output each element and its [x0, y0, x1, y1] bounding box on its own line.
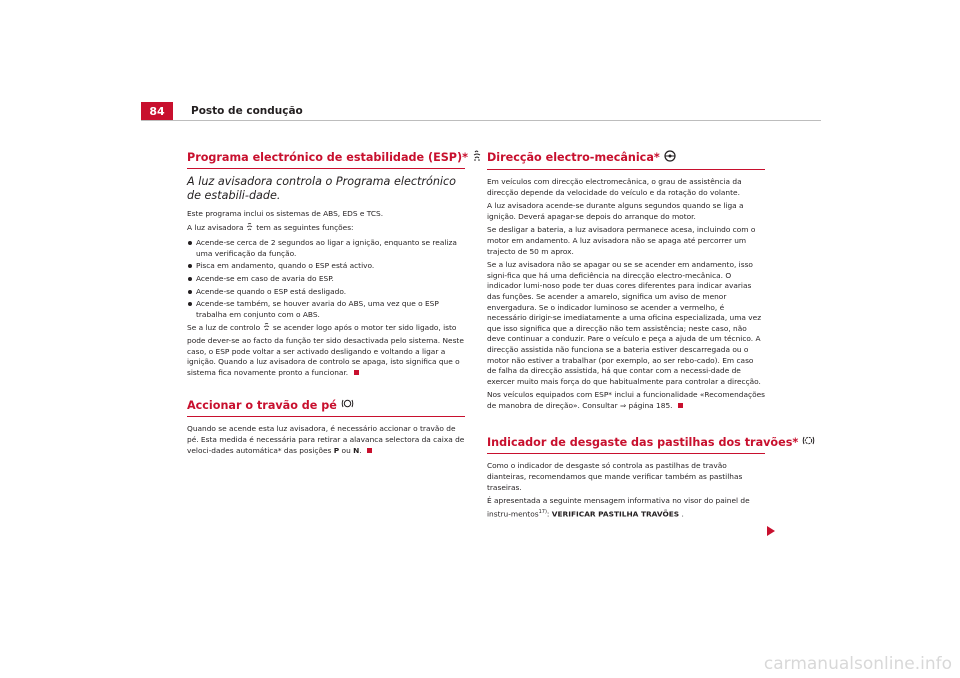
left-column — [187, 150, 468, 474]
display-message: VERIFICAR PASTILHA TRAVÕES — [551, 509, 680, 519]
section-end-marker — [367, 448, 372, 453]
list-item: Acende-se quando o ESP está desligado. — [187, 287, 465, 298]
right-column — [487, 150, 799, 538]
watermark: carmanualsonline.info — [763, 654, 952, 674]
steering-paragraph: A luz avisadora acende-se durante alguns segundos quando se liga a ignição. Deverá apagar-se depois do arranque do motor. — [487, 201, 744, 221]
pads-message-paragraph: É apresentada a seguinte mensagem informativa no visor do painel de instru-mentos$^{17)}$: VERIFICAR PASTILHA TRAVÕES . — [487, 496, 750, 519]
esp-lamp-icon — [263, 323, 271, 336]
header-divider — [141, 120, 821, 121]
esp-warning-icon — [472, 150, 483, 164]
pads-paragraph: Como o indicador de desgaste só controla as pastilhas de travão dianteiras, recomendamos que mande verificar também as pastilhas traseiras. — [487, 461, 743, 492]
brake-pad-wear-icon — [802, 435, 815, 449]
section-end-marker — [354, 370, 359, 375]
esp-function-list — [187, 238, 465, 320]
brake-heading: Accionar o travão de pé — [187, 398, 465, 417]
list-item: Pisca em andamento, quando o ESP está activo. — [187, 261, 465, 272]
section-esp — [187, 150, 468, 378]
footnote-ref: 17) — [538, 508, 547, 515]
chapter-title: Posto de condução — [191, 105, 303, 117]
esp-lamp-icon — [246, 223, 254, 236]
steering-paragraph: Nos veículos equipados com ESP* inclui a funcionalidade «Recomendações de manobra de direção». Consultar ⇒ página 185. — [487, 390, 765, 410]
steering-heading: Direcção electro-mecânica* — [487, 150, 765, 170]
esp-subtitle: A luz avisadora controla o Programa electrónico de estabili-dade. — [187, 175, 457, 202]
esp-intro: Este programa inclui os sistemas de ABS, EDS e TCS. — [187, 209, 384, 218]
steering-warning-icon — [664, 150, 676, 165]
steering-paragraph: Se desligar a bateria, a luz avisadora permanece acesa, incluindo com o motor em andamento. A luz avisadora não se apaga até percorrer um trajecto de 50 m aprox. — [487, 225, 756, 256]
pads-heading: Indicador de desgaste das pastilhas dos travões* — [487, 435, 765, 454]
list-item: Acende-se cerca de 2 segundos ao ligar a ignição, enquanto se realiza uma verificação da função. — [187, 238, 465, 259]
steering-paragraph: Em veículos com direcção electromecânica, o grau de assistência da direcção depende da velocidade do veículo e da rotação do volante. — [487, 177, 742, 197]
section-brake — [187, 398, 465, 456]
list-item: Acende-se em caso de avaria do ESP. — [187, 274, 465, 285]
list-item: Acende-se também, se houver avaria do ABS, uma vez que o ESP trabalha em conjunto com o ABS. — [187, 299, 465, 320]
steering-paragraph: Se a luz avisadora não se apagar ou se se acender em andamento, isso signi-fica que há uma deficiência na direcção electro-mecânica. O indicador lumi-noso pode ter duas cores diferentes para indicar avarias das funções. Se acender a amarelo, significa um aviso de menor envergadura. Se o indicador luminoso se acender a vermelho, é necessário dirigir-se imediatamente a uma oficina especializada, uma vez que isso significa que a direcção não tem assistência; neste caso, não deve continuar a conduzir. Pare o veículo e peça a ajuda de um técnico. A direcção assistida não funciona se a bateria estiver descarregada ou o motor não estiver a trabalhar (por exemplo, ao ser rebo-cado). Em caso de falha da direcção assistida, há que contar com a necessi-dade de exercer muito mais força do que habitualmente para controlar a direcção. — [487, 260, 762, 386]
section-steering — [487, 150, 765, 411]
section-brake-pads — [487, 435, 799, 519]
brake-paragraph: Quando se acende esta luz avisadora, é necessário accionar o travão de pé. Esta medida é necessária para retirar a alavanca selectora da caixa de veloci-dades automática* das posições P ou N. — [187, 424, 465, 455]
page-number: 84 — [141, 102, 173, 120]
brake-pedal-icon — [341, 398, 354, 412]
esp-lamp-sentence: A luz avisadora tem as seguintes funções: — [187, 223, 465, 236]
esp-control-paragraph: Se a luz de controlo se acender logo após o motor ter sido ligado, isto pode dever-se ao facto da função ter sido desactivada pelo sistema. Neste caso, o ESP pode voltar a ser activado desligando e voltando a ligar a ignição. Quando a luz avisadora de controlo se apaga, isto significa que o sistema fica novamente pronto a funcionar. — [187, 323, 464, 377]
continue-arrow-icon — [767, 526, 775, 536]
esp-heading: Programa electrónico de estabilidade (ESP)* — [187, 150, 465, 169]
section-end-marker — [678, 403, 683, 408]
